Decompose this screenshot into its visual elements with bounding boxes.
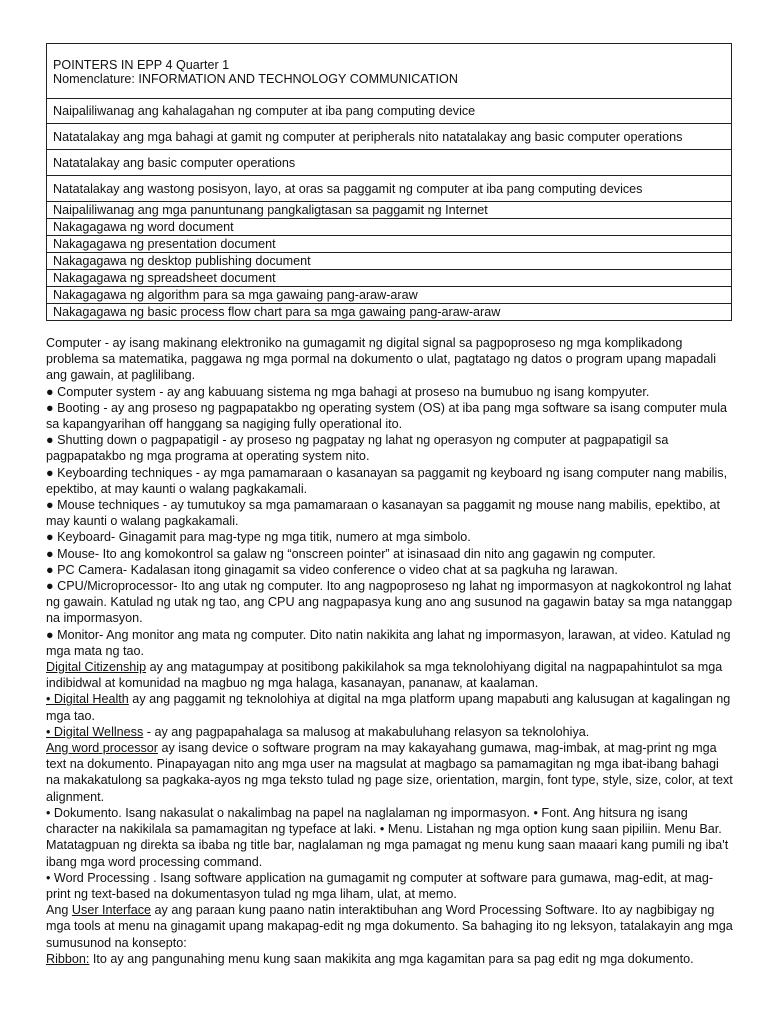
- table-title: POINTERS IN EPP 4 Quarter 1: [53, 58, 230, 72]
- table-row: Naipaliliwanag ang kahalagahan ng computer at iba pang computing device: [47, 99, 732, 124]
- paragraph-word-processor: [46, 740, 736, 805]
- definition-user-interface: ay ang paraan kung paano natin interaktibuhan ang Word Processing Software. Ito ay nagbibigay ng mga tools at menu na ginagamit upang makapag-edit ng mga dokumento. Sa bahaging ito ng leksyon, tatalakayin ang mga sumusunod na konsepto:: [46, 903, 733, 950]
- paragraph-digital-wellness: [46, 724, 736, 740]
- definition-word-processor: ay isang device o software program na may kakayahang gumawa, mag-imbak, at mag-print ng mga text na dokumento. Pinapayagan nito ang mga user na magsulat at magbago sa pamamagitan ng mga ibat-ibang bahagi na makakatulong sa pagkaka-ayos ng mga teksto tulad ng page size, orientation, margin, font type, style, size, color, at text alignment.: [46, 741, 733, 804]
- table-header: [47, 44, 732, 99]
- table-row: Nakagagawa ng word document: [47, 219, 732, 236]
- table-row: Nakagagawa ng algorithm para sa mga gawaing pang-araw-araw: [47, 287, 732, 304]
- definition-ribbon: Ito ay ang pangunahing menu kung saan makikita ang mga kagamitan para sa pag edit ng mga dokumento.: [89, 951, 694, 966]
- paragraph-user-interface: [46, 902, 736, 951]
- notes-body: [46, 335, 736, 967]
- bullet-computer-system: ● Computer system - ay ang kabuuang sistema ng mga bahagi at proseso na bumubuo ng isang kompyuter.: [46, 384, 650, 399]
- term-ribbon: Ribbon:: [46, 951, 90, 966]
- bullet-mouse-techniques: ● Mouse techniques - ay tumutukoy sa mga pamamaraan o kasanayan sa paggamit ng mouse nang mabilis, epektibo, at may kaunti o walang pagkakamali.: [46, 498, 721, 529]
- term-word-processor: Ang word processor: [46, 741, 158, 756]
- pointers-table: [46, 43, 732, 321]
- paragraph-digital-citizenship: [46, 659, 736, 691]
- paragraph-digital-health: [46, 691, 736, 723]
- bullet-keyboarding: ● Keyboarding techniques - ay mga pamamaraan o kasanayan sa paggamit ng keyboard ng isang computer nang mabilis, epektibo, at may kaunti o walang pagkakamali.: [46, 465, 728, 496]
- term-user-interface: User Interface: [71, 903, 152, 918]
- bullet-booting: ● Booting - ay ang proseso ng pagpapatakbo ng operating system (OS) at iba pang mga software sa isang computer mula sa kapangyarihan off hanggang sa nagiging fully operational ito.: [46, 400, 728, 432]
- paragraph-ribbon: [46, 951, 736, 967]
- table-row: Nakagagawa ng spreadsheet document: [47, 270, 732, 287]
- paragraph-dokumento: • Dokumento. Isang nakasulat o nakalimbag na papel na naglalaman ng impormasyon. • Font. Ang hitsura ng isang character na nakikilala sa pamamagitan ng typeface at laki. • Menu. Listahan ng mga option kung saan pipiliin. Menu Bar. Matatagpuan ng direkta sa ibaba ng title bar, naglalaman ng mga pamagat ng menu kung saan maaari kang pumili ng iba't ibang mga word processing command.: [46, 805, 729, 869]
- bullet-monitor: ● Monitor- Ang monitor ang mata ng computer. Dito natin nakikita ang lahat ng impormasyon, larawan, at video. Katulad ng mga mata ng tao.: [46, 627, 731, 658]
- table-row: Naipaliliwanag ang mga panuntunang pangkaligtasan sa paggamit ng Internet: [47, 202, 732, 219]
- ui-prefix: Ang: [46, 903, 72, 918]
- paragraph-word-processing: • Word Processing . Isang software application na gumagamit ng computer at software para gumawa, mag-edit, at mag-print ng text-based na dokumentasyon tulad ng mga liham, ulat, at memo.: [46, 870, 714, 901]
- table-row: Nakagagawa ng presentation document: [47, 236, 732, 253]
- table-row: Natatalakay ang mga bahagi at gamit ng computer at peripherals nito natatalakay ang basic computer operations: [47, 124, 732, 150]
- bullet-mouse: ● Mouse- Ito ang komokontrol sa galaw ng “onscreen pointer” at isinasaad din nito ang gagawin ng computer.: [46, 546, 656, 561]
- term-digital-wellness: • Digital Wellness: [46, 724, 144, 739]
- table-row: Natatalakay ang wastong posisyon, layo, at oras sa paggamit ng computer at iba pang computing devices: [47, 176, 732, 202]
- term-digital-citizenship: Digital Citizenship: [46, 660, 147, 675]
- bullet-cpu: ● CPU/Microprocessor- Ito ang utak ng computer. Ito ang nagpoproseso ng lahat ng impormasyon at nagkokontrol ng lahat ng gawain. Katulad ng utak ng tao, ang CPU ang nagpapasya kung ano ang susunod na gagawin batay sa mga natanggap na impormasyon.: [46, 579, 733, 626]
- definition-digital-health: ay ang paggamit ng teknolohiya at digital na mga platform upang mapabuti ang kalusugan at kagalingan ng mga tao.: [46, 692, 731, 723]
- bullet-pc-camera: ● PC Camera- Kadalasan itong ginagamit sa video conference o video chat at sa pagkuha ng larawan.: [46, 562, 618, 577]
- definition-digital-wellness: - ay ang pagpapahalaga sa malusog at makabuluhang relasyon sa teknolohiya.: [143, 724, 590, 739]
- table-row: Nakagagawa ng basic process flow chart para sa mga gawaing pang-araw-araw: [47, 304, 732, 321]
- term-digital-health: • Digital Health: [46, 692, 129, 707]
- table-row: Nakagagawa ng desktop publishing document: [47, 253, 732, 270]
- bullet-keyboard: ● Keyboard- Ginagamit para mag-type ng mga titik, numero at mga simbolo.: [46, 530, 471, 545]
- definition-digital-citizenship: ay ang matagumpay at positibong pakikilahok sa mga teknolohiyang digital na nagpapahintulot sa mga indibidwal at komunidad na magbuo ng mga halaga, kasanayan, pananaw, at kaalaman.: [46, 660, 723, 691]
- bullet-shutting-down: ● Shutting down o pagpapatigil - ay proseso ng pagpatay ng lahat ng operasyon ng computer at pagpapatigil sa pagpapatakbo ng mga programa at operating system nito.: [46, 433, 669, 464]
- table-row: Natatalakay ang basic computer operations: [47, 150, 732, 176]
- paragraph-computer: Computer - ay isang makinang elektroniko na gumagamit ng digital signal sa pagpoproseso ng mga komplikadong problema sa matematika, paggawa ng mga pormal na dokumento o ulat, pagtatago ng datos o program upang mapadali ang gawain, at paglilibang.: [46, 336, 716, 383]
- table-nomenclature: Nomenclature: INFORMATION AND TECHNOLOGY COMMUNICATION: [53, 72, 458, 86]
